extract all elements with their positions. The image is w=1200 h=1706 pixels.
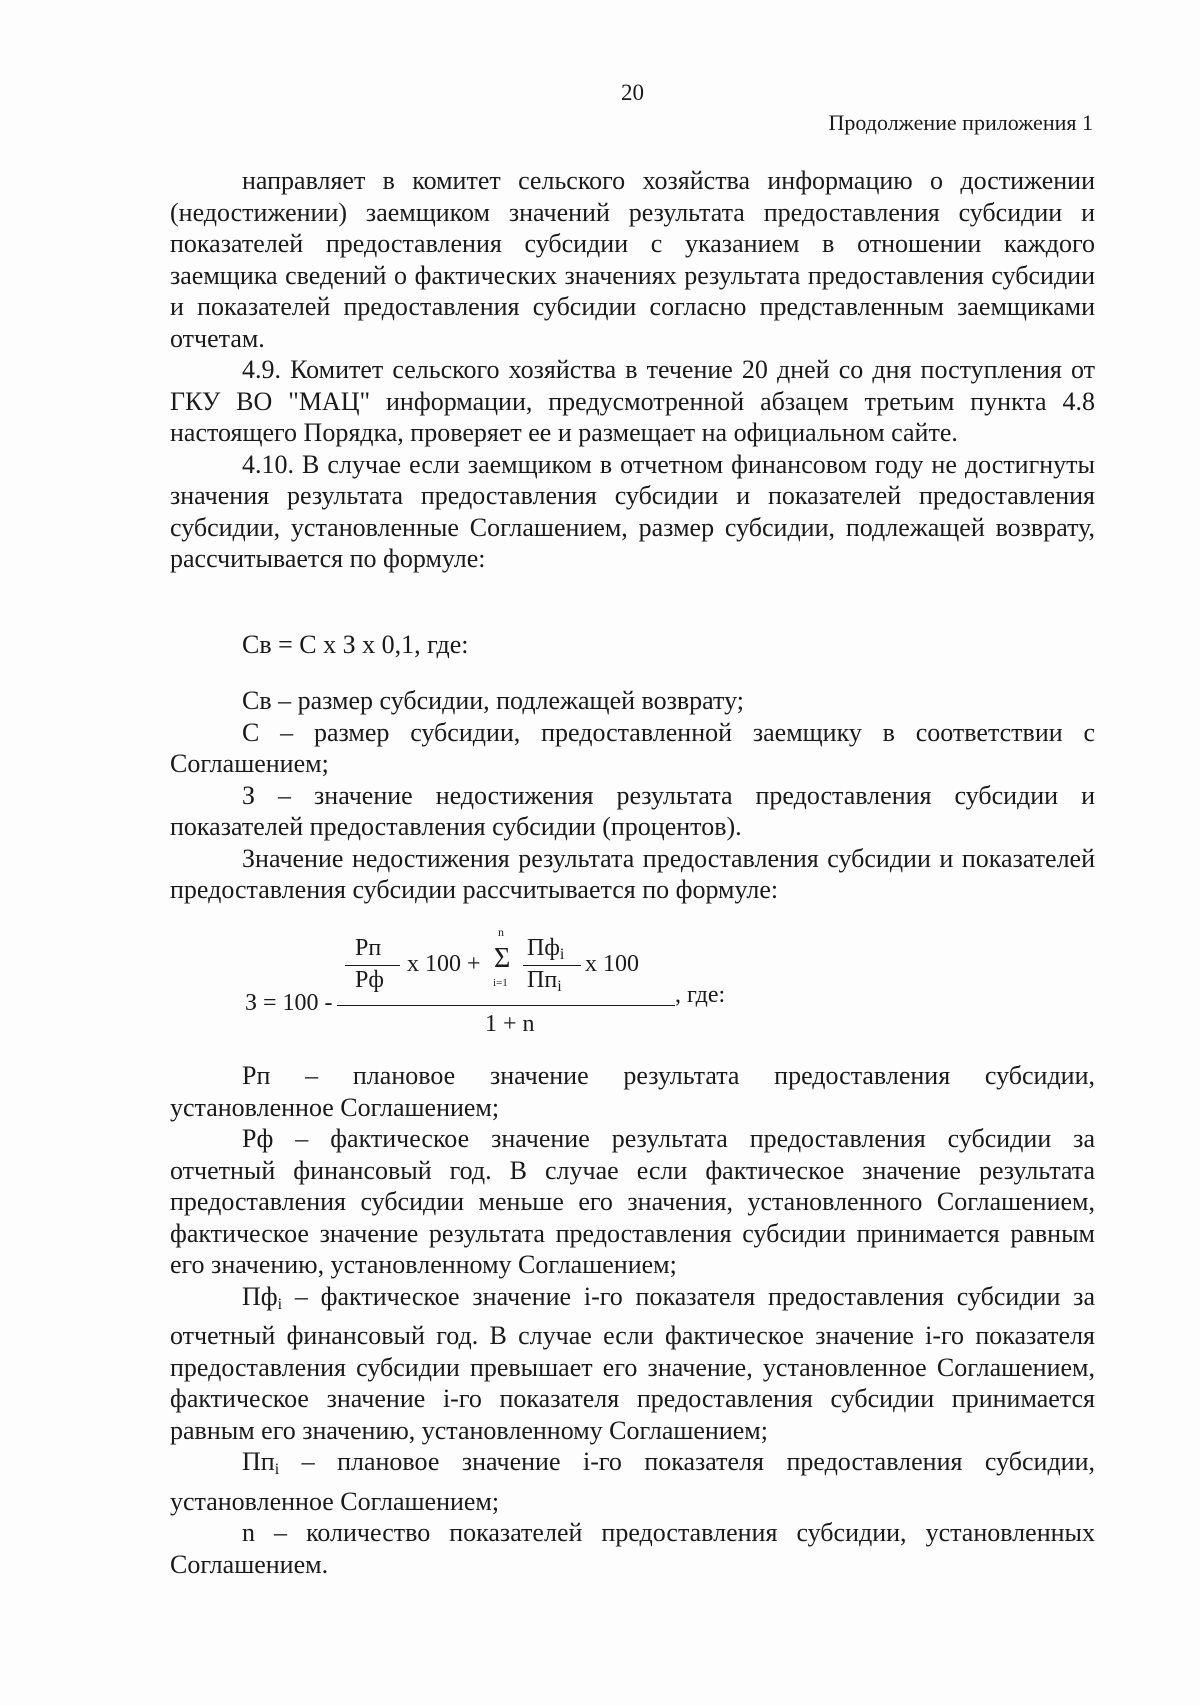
text-block-1 — [170, 165, 1095, 575]
sigma-lower: i=1 — [493, 977, 508, 989]
paragraph-text: – фактическое значение i-го показателя предоставления субсидии за отчетный финансовый год. В случае если фактическое значение i-го показателя предоставления субсидии превышает его значение, установленное Соглашением, фактическое значение i-го показателя предоставления субсидии принимается равным его значению, установленному Соглашением; — [170, 1281, 1095, 1445]
paragraph — [170, 1446, 1095, 1517]
text-block-2 — [170, 685, 1095, 906]
formula-pf-text: Пф — [527, 935, 560, 961]
formula-denominator: 1 + n — [485, 1011, 535, 1037]
formula-suffix: , где: — [675, 982, 726, 1008]
paragraph: Значение недостижения результата предоставления субсидии и показателей предоставления субсидии рассчитывается по формуле: — [170, 843, 1095, 904]
formula-pf — [527, 935, 564, 964]
symbol-pf: Пф — [242, 1281, 278, 1311]
fraction-bar — [523, 965, 581, 966]
paragraph: n – количество показателей предоставления субсидии, установленных Соглашением. — [170, 1518, 1095, 1579]
paragraph — [170, 1281, 1095, 1447]
formula-pp — [527, 967, 562, 996]
page-number: 20 — [621, 80, 644, 105]
sigma-upper: n — [498, 925, 504, 939]
symbol-sub: i — [274, 1461, 280, 1478]
formula-pp-text: Пп — [527, 967, 558, 993]
main-fraction-bar — [337, 1005, 675, 1006]
appendix-note: Продолжение приложения 1 — [828, 110, 1093, 135]
paragraph: направляет в комитет сельского хозяйства информацию о достижении (недостижении) заемщиком значений результата предоставления субсидии и показателей предоставления субсидии с указанием в отношении каждого заемщика сведений о фактических значениях результата предоставления субсидии и показателей предоставления субсидии согласно представленным заемщиками отчетам. — [170, 166, 1095, 353]
symbol-pp: Пп — [242, 1447, 275, 1476]
formula-times-100: х 100 — [585, 951, 639, 977]
paragraph: Св – размер субсидии, подлежащей возврату; — [242, 686, 744, 715]
paragraph: Рп – плановое значение результата предоставления субсидии, установленное Соглашением; — [170, 1061, 1095, 1122]
paragraph-text: – плановое значение i-го показателя предоставления субсидии, установленное Соглашением; — [170, 1447, 1095, 1516]
fraction-bar — [345, 965, 400, 966]
text-block-3 — [170, 1060, 1095, 1580]
paragraph: 4.9. Комитет сельского хозяйства в течение 20 дней со дня поступления от ГКУ ВО "МАЦ" информации, предусмотренной абзацем третьим пункта 4.8 настоящего Порядка, проверяет ее и размещает на официальном сайте. — [170, 355, 1095, 447]
paragraph: С – размер субсидии, предоставленной заемщику в соответствии с Соглашением; — [170, 717, 1095, 778]
paragraph: З – значение недостижения результата предоставления субсидии и показателей предоставления субсидии (процентов). — [170, 780, 1095, 841]
paragraph: 4.10. В случае если заемщиком в отчетном финансовом году не достигнуты значения результата предоставления субсидии и показателей предоставления субсидии, установленные Соглашением, размер субсидии, подлежащей возврату, рассчитывается по формуле: — [170, 449, 1095, 573]
formula-times-100: х 100 + — [407, 951, 481, 977]
formula-returned-subsidy: Св = С х З х 0,1, где: — [242, 630, 469, 659]
sigma-symbol: Σ — [494, 943, 511, 974]
paragraph: Рф – фактическое значение результата предоставления субсидии за отчетный финансовый год. В случае если фактическое значение результата предоставления субсидии меньше его значения, установленного Соглашением, фактическое значение результата предоставления субсидии принимается равным его значению, установленному Соглашением; — [170, 1124, 1095, 1279]
formula-underachievement — [245, 925, 805, 1045]
formula-rp: Рп — [355, 935, 382, 961]
symbol-sub: i — [277, 1295, 283, 1313]
formula-lhs: З = 100 - — [245, 990, 333, 1016]
formula-pp-sub: i — [557, 978, 562, 995]
formula-pf-sub: i — [559, 946, 565, 963]
formula-rf: Рф — [355, 967, 384, 993]
